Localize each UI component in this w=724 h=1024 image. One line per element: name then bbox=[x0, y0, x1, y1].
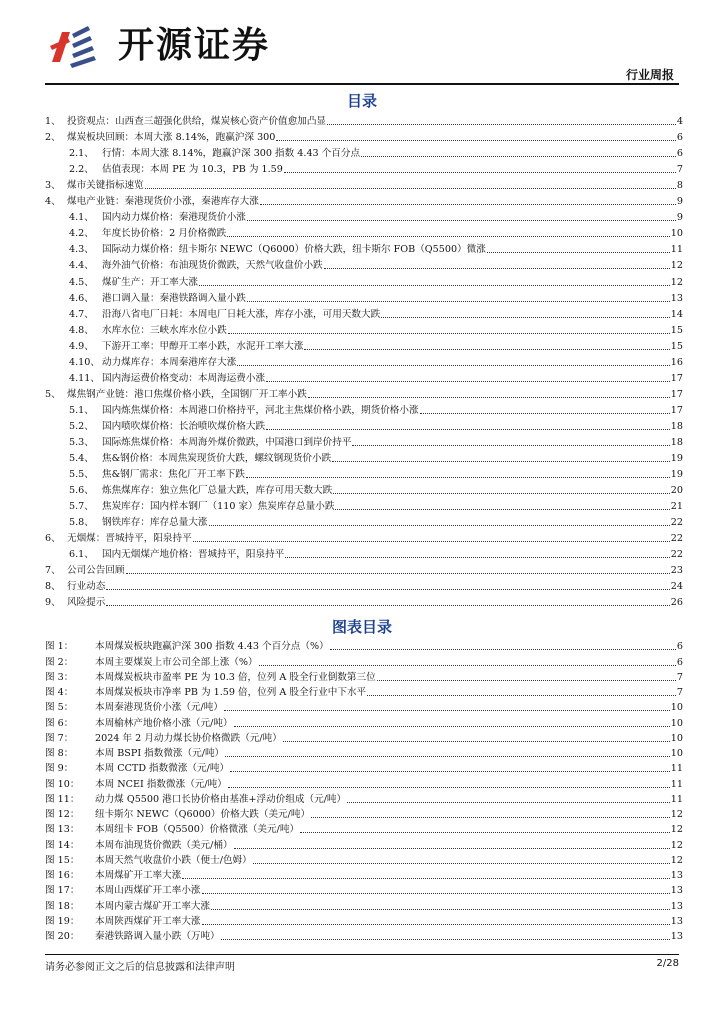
toc-number: 4.6、 bbox=[69, 292, 94, 304]
toc-entry[interactable] bbox=[45, 192, 683, 208]
toc-text: 国内动力煤价格：秦港现货价小涨 bbox=[102, 212, 246, 224]
toc-number: 4.11、 bbox=[69, 372, 100, 384]
figure-number: 图 18： bbox=[45, 900, 80, 912]
toc-number: 5.1、 bbox=[69, 404, 94, 416]
toc-page-number: 17 bbox=[670, 388, 683, 400]
figure-page-number: 11 bbox=[670, 778, 683, 790]
toc-leader bbox=[260, 203, 676, 205]
toc-leader bbox=[106, 604, 669, 606]
figure-page-number: 11 bbox=[670, 793, 683, 805]
figure-leader bbox=[259, 664, 676, 666]
toc-leader bbox=[327, 123, 676, 125]
toc-entry[interactable] bbox=[45, 465, 683, 481]
toc-number: 2.1、 bbox=[69, 148, 94, 160]
toc-leader bbox=[308, 396, 670, 398]
figure-leader bbox=[377, 679, 676, 681]
figure-text: 本周秦港现货价小涨（元/吨） bbox=[95, 702, 223, 714]
figure-text: 本周主要煤炭上市公司全部上涨（%） bbox=[95, 656, 258, 668]
figure-entry[interactable] bbox=[45, 821, 683, 836]
toc-page-number: 8 bbox=[676, 180, 683, 192]
toc-number: 4.5、 bbox=[69, 276, 94, 288]
toc-number: 4.7、 bbox=[69, 308, 94, 320]
figure-page-number: 12 bbox=[670, 824, 683, 836]
toc-leader bbox=[247, 219, 676, 221]
toc-entry[interactable] bbox=[45, 305, 683, 321]
toc-text: 国内炼焦煤价格：本周港口价格持平，河北主焦煤价格小跌，期货价格小涨 bbox=[102, 404, 419, 416]
toc-page-number: 20 bbox=[670, 485, 683, 497]
figure-entry[interactable] bbox=[45, 836, 683, 851]
page-number: 2/28 bbox=[656, 958, 679, 969]
figure-text: 本周内蒙古煤矿开工率大涨 bbox=[95, 900, 211, 912]
figure-entry[interactable] bbox=[45, 882, 683, 897]
figure-number: 图 1： bbox=[45, 641, 74, 653]
toc-entry[interactable] bbox=[45, 369, 683, 385]
toc-entry[interactable] bbox=[45, 433, 683, 449]
figure-page-number: 13 bbox=[670, 885, 683, 897]
figure-text: 2024 年 2 月动力煤长协价格微跌（元/吨） bbox=[95, 732, 282, 744]
toc-text: 煤炭板块回顾：本周大涨 8.14%，跑赢沪深 300 bbox=[67, 132, 276, 144]
toc-page-number: 23 bbox=[670, 565, 683, 577]
toc-entry[interactable] bbox=[45, 513, 683, 529]
toc-page-number: 7 bbox=[676, 164, 683, 176]
figure-entry[interactable] bbox=[45, 867, 683, 882]
toc-page-number: 15 bbox=[670, 324, 683, 336]
figure-text: 本周天然气收盘价小跌（便士/色姆） bbox=[95, 854, 252, 866]
figure-text: 本周陕西煤矿开工率大涨 bbox=[95, 915, 201, 927]
toc-entry[interactable] bbox=[45, 289, 683, 305]
toc-text: 国内海运费价格变动：本周海运费小涨 bbox=[102, 372, 266, 384]
toc-text: 投资观点：山西查三超强化供给，煤炭核心资产价值愈加凸显 bbox=[67, 116, 327, 128]
toc-text: 钢铁库存：库存总量大涨 bbox=[102, 517, 208, 529]
figure-entry[interactable] bbox=[45, 791, 683, 806]
toc-page-number: 16 bbox=[670, 356, 683, 368]
figure-list bbox=[45, 638, 683, 943]
toc-entry[interactable] bbox=[45, 240, 683, 256]
toc-entry[interactable] bbox=[45, 481, 683, 497]
toc-entry[interactable] bbox=[45, 176, 683, 192]
toc-entry[interactable] bbox=[45, 577, 683, 593]
figure-number: 图 3： bbox=[45, 671, 74, 683]
toc-number: 9、 bbox=[45, 597, 61, 609]
figure-text: 本周 BSPI 指数微涨（元/吨） bbox=[95, 748, 225, 759]
figure-leader bbox=[234, 725, 670, 727]
toc-leader bbox=[285, 556, 670, 558]
toc-leader bbox=[487, 251, 670, 253]
toc-title: 目录 bbox=[346, 92, 377, 110]
toc-entry[interactable] bbox=[45, 449, 683, 465]
toc-text: 风险提示 bbox=[67, 597, 106, 609]
figure-page-number: 10 bbox=[670, 732, 683, 744]
toc-entry[interactable] bbox=[45, 224, 683, 240]
figure-entry[interactable] bbox=[45, 806, 683, 821]
figure-leader bbox=[230, 770, 670, 772]
toc-number: 1、 bbox=[45, 116, 61, 128]
toc-number: 5.7、 bbox=[69, 501, 94, 513]
figure-leader bbox=[283, 740, 670, 742]
footer-divider bbox=[45, 954, 679, 955]
toc-number: 7、 bbox=[45, 565, 61, 577]
kaiyuan-logo-icon bbox=[48, 22, 108, 68]
figure-entry[interactable] bbox=[45, 760, 683, 775]
footer-disclaimer: 请务必参阅正文之后的信息披露和法律声明 bbox=[45, 962, 235, 973]
figure-text: 本周煤矿开工率大涨 bbox=[95, 870, 182, 881]
toc-page-number: 22 bbox=[670, 549, 683, 561]
figure-page-number: 6 bbox=[676, 641, 683, 653]
toc-leader bbox=[199, 284, 670, 286]
toc-text: 国内喷吹煤价格：长治喷吹煤价格大跌 bbox=[102, 420, 266, 432]
toc-entry[interactable] bbox=[45, 321, 683, 337]
figure-page-number: 13 bbox=[670, 870, 683, 881]
toc-number: 5.6、 bbox=[69, 485, 94, 497]
toc-leader bbox=[324, 267, 670, 269]
toc-leader bbox=[106, 588, 669, 590]
toc-leader bbox=[228, 332, 670, 334]
figure-text: 本周 NCEI 指数微涨（元/吨） bbox=[95, 778, 227, 790]
figure-leader bbox=[225, 755, 670, 757]
toc-text: 煤焦钢产业链：港口焦煤价格小跌，全国钢厂开工率小跌 bbox=[67, 388, 307, 400]
toc-text: 无烟煤：晋城持平，阳泉持平 bbox=[67, 533, 192, 545]
toc-entry[interactable] bbox=[45, 593, 683, 609]
figure-number: 图 9： bbox=[45, 763, 74, 775]
toc-entry[interactable] bbox=[45, 112, 683, 128]
toc-leader bbox=[126, 572, 670, 574]
toc-text: 焦&钢价格：本周焦炭现货价大跌，螺纹钢现货价小跌 bbox=[102, 453, 332, 465]
toc-text: 国际动力煤价格：纽卡斯尔 NEWC（Q6000）价格大跌，纽卡斯尔 FOB（Q5500）微涨 bbox=[102, 244, 486, 256]
toc-number: 4.10、 bbox=[69, 356, 100, 368]
toc-page-number: 4 bbox=[676, 116, 683, 128]
toc-page-number: 21 bbox=[670, 501, 683, 513]
toc-entry[interactable] bbox=[45, 256, 683, 272]
toc-page-number: 12 bbox=[670, 276, 683, 288]
toc-leader bbox=[381, 316, 670, 318]
toc-page-number: 12 bbox=[670, 260, 683, 272]
toc-number: 3、 bbox=[45, 180, 61, 192]
figure-entry[interactable] bbox=[45, 730, 683, 745]
toc-entry[interactable] bbox=[45, 529, 683, 545]
toc-page-number: 17 bbox=[670, 404, 683, 416]
toc-entry[interactable] bbox=[45, 337, 683, 353]
page-header bbox=[0, 0, 724, 90]
toc-text: 下游开工率：甲醇开工率小跌，水泥开工率大涨 bbox=[102, 340, 304, 352]
toc-page-number: 9 bbox=[676, 212, 683, 224]
figure-entry[interactable] bbox=[45, 653, 683, 668]
figure-number: 图 19： bbox=[45, 915, 80, 927]
toc-page-number: 24 bbox=[670, 581, 683, 593]
toc-text: 焦炭库存：国内样本钢厂（110 家）焦炭库存总量小跌 bbox=[102, 501, 335, 513]
figure-number: 图 17： bbox=[45, 885, 80, 897]
figure-text: 动力煤 Q5500 港口长协价格由基准+浮动价组成（元/吨） bbox=[95, 793, 347, 805]
toc-page-number: 18 bbox=[670, 436, 683, 448]
figure-leader bbox=[202, 923, 670, 925]
figure-number: 图 2： bbox=[45, 656, 74, 668]
toc-leader bbox=[420, 412, 670, 414]
toc-leader bbox=[352, 444, 669, 446]
figure-text: 秦港铁路调入量小跌（万吨） bbox=[95, 931, 220, 942]
figure-entry[interactable] bbox=[45, 638, 683, 653]
figure-leader bbox=[211, 908, 670, 910]
toc-number: 4.8、 bbox=[69, 324, 94, 336]
toc-page-number: 22 bbox=[670, 517, 683, 529]
figure-text: 本周榆林产地价格小涨（元/吨） bbox=[95, 717, 233, 729]
toc-leader bbox=[237, 364, 669, 366]
toc-number: 4、 bbox=[45, 196, 61, 208]
toc-number: 4.2、 bbox=[69, 228, 94, 240]
toc-leader bbox=[246, 476, 670, 478]
figure-page-number: 13 bbox=[670, 900, 683, 912]
toc-leader bbox=[266, 428, 670, 430]
toc-number: 5.3、 bbox=[69, 436, 94, 448]
toc-number: 8、 bbox=[45, 581, 61, 593]
figure-page-number: 12 bbox=[670, 809, 683, 820]
toc-leader bbox=[145, 187, 676, 189]
toc-entry[interactable] bbox=[45, 561, 683, 577]
toc-entry[interactable] bbox=[45, 385, 683, 401]
figure-text: 本周 CCTD 指数微涨（元/吨） bbox=[95, 763, 230, 775]
toc-entry[interactable] bbox=[45, 545, 683, 561]
figure-list-title: 图表目录 bbox=[331, 618, 392, 636]
toc-page-number: 19 bbox=[670, 453, 683, 465]
figure-number: 图 14： bbox=[45, 839, 80, 851]
figure-text: 本周煤炭板块市盈率 PE 为 10.3 倍，位列 A 股全行业倒数第三位 bbox=[95, 671, 376, 683]
figure-leader bbox=[311, 816, 670, 818]
figure-number: 图 12： bbox=[45, 809, 80, 820]
toc-text: 动力煤库存：本周秦港库存大涨 bbox=[102, 356, 237, 368]
figure-page-number: 7 bbox=[676, 687, 683, 698]
toc-text: 公司公告回顾 bbox=[67, 565, 125, 577]
toc-leader bbox=[361, 155, 676, 157]
toc-leader bbox=[276, 139, 676, 141]
toc-text: 港口调入量：秦港铁路调入量小跌 bbox=[102, 292, 246, 304]
figure-entry[interactable] bbox=[45, 897, 683, 912]
figure-page-number: 13 bbox=[670, 931, 683, 942]
toc-text: 年度长协价格：2 月价格微跌 bbox=[102, 228, 227, 240]
toc-text: 炼焦煤库存：独立焦化厂总量大跌，库存可用天数大跌 bbox=[102, 485, 333, 497]
figure-leader bbox=[367, 694, 676, 696]
report-type-label: 行业周报 bbox=[625, 68, 674, 82]
header-divider bbox=[45, 83, 679, 85]
figure-number: 图 7： bbox=[45, 732, 74, 744]
toc-page-number: 13 bbox=[670, 292, 683, 304]
figure-text: 纽卡斯尔 NEWC（Q6000）价格大跌（美元/吨） bbox=[95, 809, 311, 820]
figure-leader bbox=[234, 847, 670, 849]
toc-leader bbox=[193, 540, 670, 542]
figure-entry[interactable] bbox=[45, 714, 683, 729]
toc-entry[interactable] bbox=[45, 144, 683, 160]
figure-leader bbox=[202, 892, 670, 894]
figure-leader bbox=[221, 938, 670, 940]
figure-number: 图 10： bbox=[45, 778, 80, 790]
toc-entry[interactable] bbox=[45, 128, 683, 144]
toc-leader bbox=[335, 508, 669, 510]
toc-text: 估值表现：本周 PE 为 10.3，PB 为 1.59 bbox=[102, 164, 283, 176]
toc-leader bbox=[333, 492, 670, 494]
toc-number: 2、 bbox=[45, 132, 61, 144]
toc-text: 焦&钢厂需求：焦化厂开工率下跌 bbox=[102, 469, 245, 481]
toc-number: 4.1、 bbox=[69, 212, 94, 224]
toc-leader bbox=[209, 524, 670, 526]
figure-page-number: 6 bbox=[676, 656, 683, 668]
toc-leader bbox=[227, 235, 670, 237]
figure-page-number: 13 bbox=[670, 915, 683, 927]
toc-page-number: 26 bbox=[670, 597, 683, 609]
toc-number: 6.1、 bbox=[69, 549, 94, 561]
toc-number: 5.8、 bbox=[69, 517, 94, 529]
figure-page-number: 11 bbox=[670, 763, 683, 775]
figure-number: 图 5： bbox=[45, 702, 74, 714]
figure-leader bbox=[182, 877, 669, 879]
toc-text: 煤市关键指标速览 bbox=[67, 180, 144, 192]
figure-page-number: 12 bbox=[670, 839, 683, 851]
figure-number: 图 8： bbox=[45, 748, 74, 759]
figure-entry[interactable] bbox=[45, 699, 683, 714]
figure-number: 图 6： bbox=[45, 717, 74, 729]
toc-page-number: 9 bbox=[676, 196, 683, 208]
toc-entry[interactable] bbox=[45, 160, 683, 176]
figure-page-number: 10 bbox=[670, 717, 683, 729]
figure-text: 本周煤炭板块市净率 PB 为 1.59 倍，位列 A 股全行业中下水平 bbox=[95, 687, 367, 698]
toc-leader bbox=[284, 171, 676, 173]
toc-leader bbox=[304, 348, 669, 350]
toc-number: 5、 bbox=[45, 388, 61, 400]
toc-text: 海外油气价格：布油现货价微跌，天然气收盘价小跌 bbox=[102, 260, 323, 272]
figure-number: 图 11： bbox=[45, 793, 80, 805]
figure-number: 图 13： bbox=[45, 824, 80, 836]
figure-number: 图 16： bbox=[45, 870, 80, 881]
toc-number: 4.4、 bbox=[69, 260, 94, 272]
toc-entry[interactable] bbox=[45, 272, 683, 288]
toc-page-number: 11 bbox=[670, 244, 683, 256]
figure-number: 图 15： bbox=[45, 854, 80, 866]
figure-number: 图 20： bbox=[45, 931, 80, 942]
figure-text: 本周山西煤矿开工率小涨 bbox=[95, 885, 201, 897]
toc-text: 行情：本周大涨 8.14%，跑赢沪深 300 指数 4.43 个百分点 bbox=[102, 148, 361, 160]
toc-text: 水库水位：三峡水库水位小跌 bbox=[102, 324, 227, 336]
toc-page-number: 17 bbox=[670, 372, 683, 384]
toc-entry[interactable] bbox=[45, 401, 683, 417]
toc-text: 国内无烟煤产地价格：晋城持平，阳泉持平 bbox=[102, 549, 285, 561]
figure-text: 本周煤炭板块跑赢沪深 300 指数 4.43 个百分点（%） bbox=[95, 641, 329, 653]
toc-page-number: 14 bbox=[670, 308, 683, 320]
figure-text: 本周布油现货价微跌（美元/桶） bbox=[95, 839, 233, 851]
figure-leader bbox=[253, 862, 670, 864]
figure-page-number: 12 bbox=[670, 854, 683, 866]
figure-page-number: 7 bbox=[676, 671, 683, 683]
toc-number: 4.3、 bbox=[69, 244, 94, 256]
toc-entry[interactable] bbox=[45, 353, 683, 369]
toc-page-number: 6 bbox=[676, 132, 683, 144]
toc-number: 2.2、 bbox=[69, 164, 94, 176]
figure-entry[interactable] bbox=[45, 928, 683, 943]
toc-page-number: 18 bbox=[670, 420, 683, 432]
toc-text: 煤矿生产：开工率大涨 bbox=[102, 276, 198, 288]
figure-page-number: 10 bbox=[670, 702, 683, 714]
brand-name: 开源证券 bbox=[118, 25, 271, 66]
toc-list bbox=[45, 112, 683, 609]
figure-number: 图 4： bbox=[45, 687, 74, 698]
toc-page-number: 6 bbox=[676, 148, 683, 160]
toc-leader bbox=[266, 380, 670, 382]
toc-text: 沿海八省电厂日耗：本周电厂日耗大涨，库存小涨，可用天数大跌 bbox=[102, 308, 381, 320]
toc-text: 行业动态 bbox=[67, 581, 106, 593]
toc-number: 4.9、 bbox=[69, 340, 94, 352]
figure-entry[interactable] bbox=[45, 913, 683, 928]
figure-text: 本周纽卡 FOB（Q5500）价格微涨（美元/吨） bbox=[95, 824, 300, 836]
toc-page-number: 15 bbox=[670, 340, 683, 352]
figure-leader bbox=[300, 831, 670, 833]
toc-leader bbox=[332, 460, 670, 462]
figure-page-number: 10 bbox=[670, 748, 683, 759]
toc-entry[interactable] bbox=[45, 208, 683, 224]
toc-leader bbox=[247, 300, 670, 302]
figure-entry[interactable] bbox=[45, 669, 683, 684]
toc-text: 煤电产业链：秦港现货价小涨，秦港库存大涨 bbox=[67, 196, 259, 208]
toc-page-number: 10 bbox=[670, 228, 683, 240]
toc-text: 国际炼焦煤价格：本周海外煤价微跌，中国港口到岸价持平 bbox=[102, 436, 352, 448]
toc-entry[interactable] bbox=[45, 497, 683, 513]
figure-entry[interactable] bbox=[45, 775, 683, 790]
figure-entry[interactable] bbox=[45, 745, 683, 760]
figure-entry[interactable] bbox=[45, 852, 683, 867]
figure-leader bbox=[228, 786, 670, 788]
toc-number: 6、 bbox=[45, 533, 61, 545]
figure-leader bbox=[330, 648, 676, 650]
figure-leader bbox=[347, 801, 670, 803]
toc-page-number: 22 bbox=[670, 533, 683, 545]
toc-number: 5.2、 bbox=[69, 420, 94, 432]
figure-entry[interactable] bbox=[45, 684, 683, 699]
toc-entry[interactable] bbox=[45, 417, 683, 433]
figure-leader bbox=[224, 709, 670, 711]
toc-number: 5.5、 bbox=[69, 469, 94, 481]
toc-page-number: 19 bbox=[670, 469, 683, 481]
toc-number: 5.4、 bbox=[69, 453, 94, 465]
